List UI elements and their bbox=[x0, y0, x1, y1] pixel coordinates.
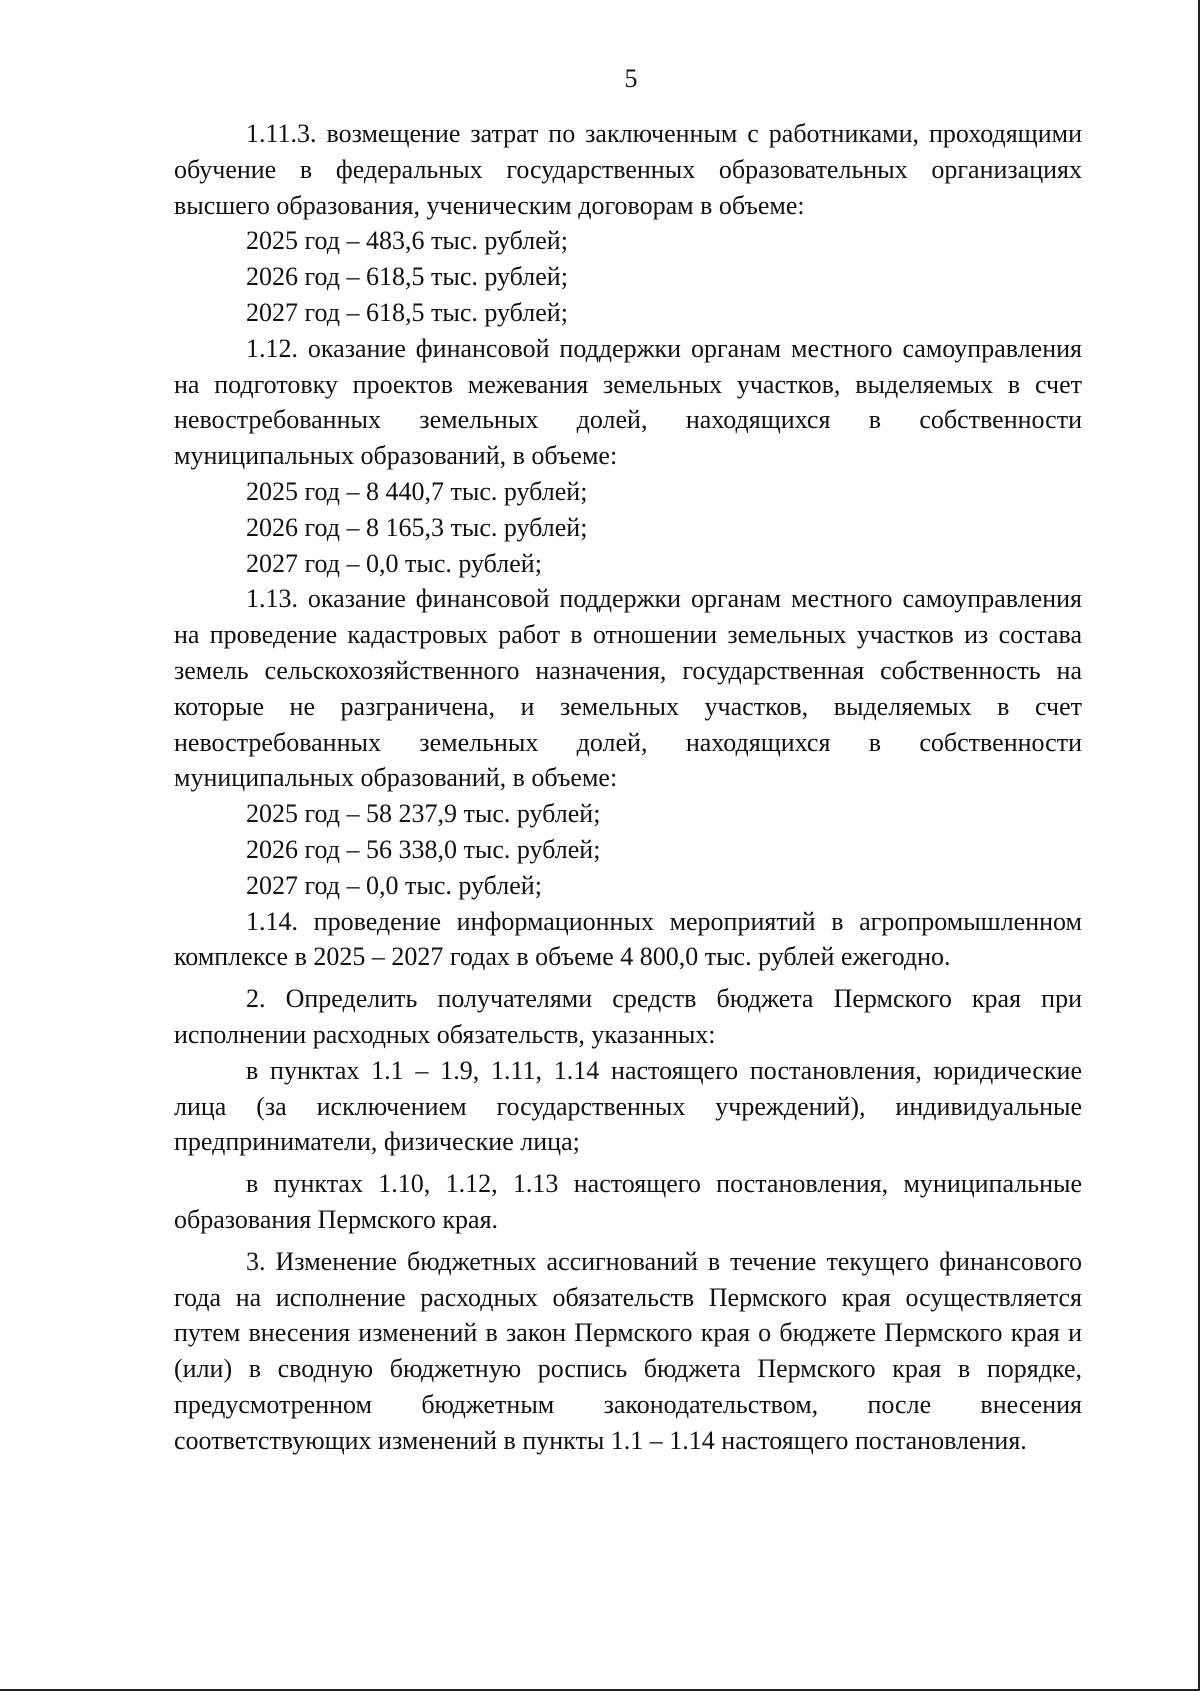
clause-3: 3. Изменение бюджетных ассигнований в течение текущего финансового года на исполнение расходных обязательств Пермского края осуществляется путем внесения изменений в закон Пермского края о бюджете Пермского края и (или) в сводную бюджетную роспись бюджета Пермского края в порядке, предусмотренном бюджетным законодательством, после внесения соответствующих изменений в пункты 1.1 – 1.14 настоящего постановления. bbox=[174, 1246, 1082, 1455]
clause-2-recipients-legal: в пунктах 1.1 – 1.9, 1.11, 1.14 настоящего постановления, юридические лица (за исключением государственных учреждений), индивидуальные предприниматели, физические лица; bbox=[174, 1055, 1082, 1157]
page-number: 5 bbox=[624, 64, 638, 93]
document-body bbox=[174, 116, 1082, 1458]
amount-2026: 2026 год – 618,5 тыс. рублей; bbox=[246, 262, 568, 292]
clause-1-11-3: 1.11.3. возмещение затрат по заключенным с работниками, проходящими обучение в федеральных государственных образовательных организациях высшего образования, ученическим договорам в объеме: bbox=[174, 119, 1082, 220]
clause-1-13: 1.13. оказание финансовой поддержки органам местного самоуправления на проведение кадастровых работ в отношении земельных участков из состава земель сельскохозяйственного назначения, государственная собственность на которые не разграничена, и земельных участков, выделяемых в счет невостребованных земельных долей, находящихся в собственности муниципальных образований, в объеме: bbox=[174, 584, 1082, 793]
amount-2027: 2027 год – 618,5 тыс. рублей; bbox=[246, 297, 568, 327]
clause-1-12: 1.12. оказание финансовой поддержки органам местного самоуправления на подготовку проектов межевания земельных участков, выделяемых в счет невостребованных земельных долей, находящихся в собственности муниципальных образований, в объеме: bbox=[174, 333, 1082, 471]
amount-2026: 2026 год – 8 165,3 тыс. рублей; bbox=[246, 512, 588, 542]
amount-2027: 2027 год – 0,0 тыс. рублей; bbox=[246, 548, 542, 578]
amount-2026: 2026 год – 56 338,0 тыс. рублей; bbox=[246, 834, 601, 864]
amount-2025: 2025 год – 8 440,7 тыс. рублей; bbox=[246, 476, 588, 506]
amount-2027: 2027 год – 0,0 тыс. рублей; bbox=[246, 870, 542, 900]
clause-2: 2. Определить получателями средств бюджета Пермского края при исполнении расходных обязательств, указанных: bbox=[174, 984, 1082, 1049]
clause-2-recipients-municipal: в пунктах 1.10, 1.12, 1.13 настоящего постановления, муниципальные образования Пермского края. bbox=[174, 1169, 1082, 1234]
amount-2025: 2025 год – 483,6 тыс. рублей; bbox=[246, 226, 568, 256]
amount-2025: 2025 год – 58 237,9 тыс. рублей; bbox=[246, 799, 601, 829]
clause-1-14: 1.14. проведение информационных мероприятий в агропромышленном комплексе в 2025 – 2027 годах в объеме 4 800,0 тыс. рублей ежегодно. bbox=[174, 906, 1082, 972]
